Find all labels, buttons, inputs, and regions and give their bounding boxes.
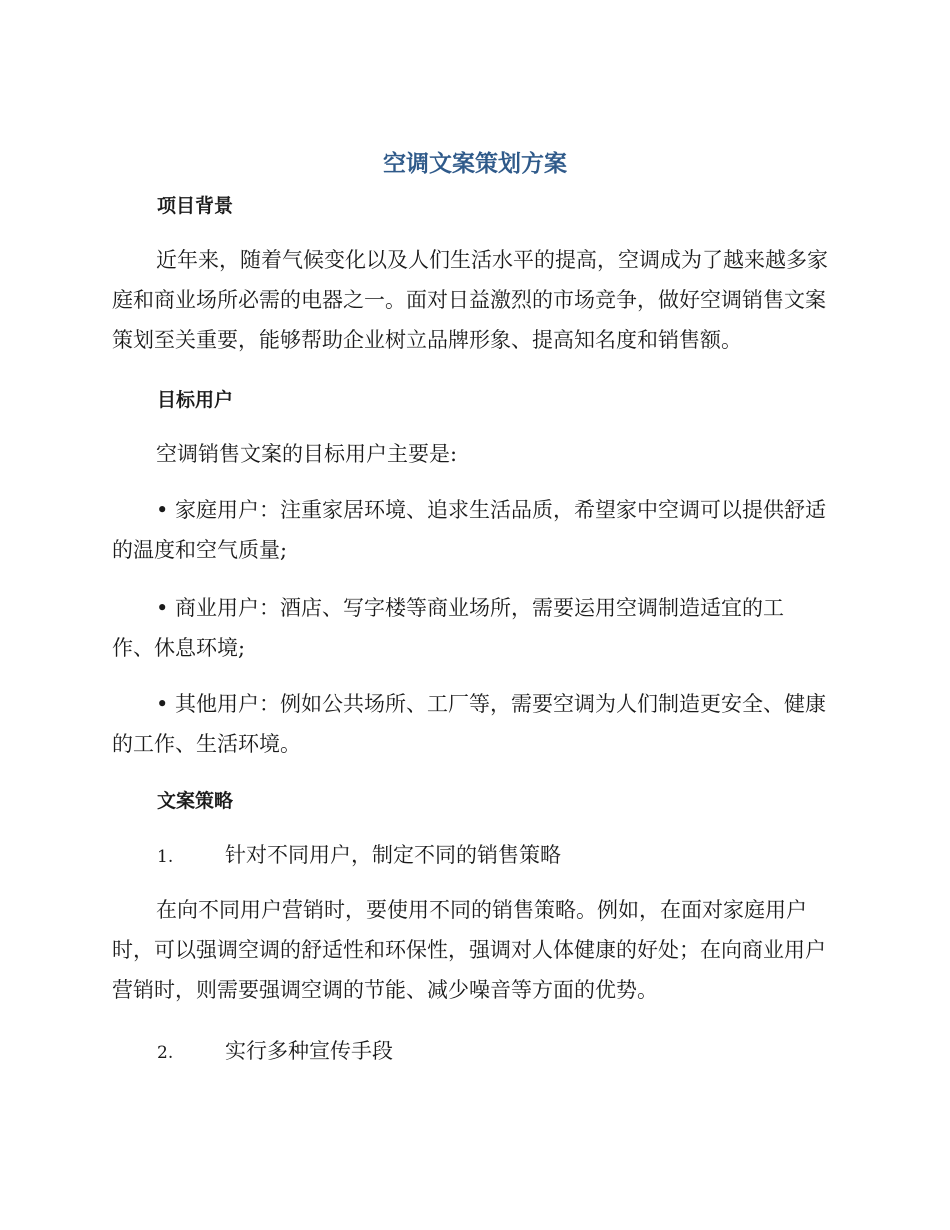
document-title: 空调文案策划方案	[383, 151, 567, 177]
section-heading-background: 项目背景	[157, 195, 234, 217]
item-number: 1.	[157, 847, 174, 867]
item-title: 实行多种宣传手段	[225, 1039, 393, 1063]
section-heading-target: 目标用户	[157, 389, 234, 411]
section-heading-strategy: 文案策略	[157, 790, 234, 812]
background-paragraph: 近年来，随着气候变化以及人们生活水平的提高，空调成为了越来越多家庭和商业场所必需的电器之一。面对日益激烈的市场竞争，做好空调销售文案策划至关重要，能够帮助企业树立品牌形象、提高知名度和销售额。	[112, 248, 828, 352]
target-intro: 空调销售文案的目标用户主要是:	[156, 442, 458, 466]
bullet-item-home: • 家庭用户：注重家居环境、追求生活品质，希望家中空调可以提供舒适的温度和空气质量;	[112, 498, 827, 562]
item-number: 2.	[157, 1043, 174, 1063]
item-title: 针对不同用户，制定不同的销售策略	[225, 843, 561, 867]
numbered-item-2	[157, 1036, 393, 1068]
bullet-item-business: • 商业用户：酒店、写字楼等商业场所，需要运用空调制造适宜的工作、休息环境;	[112, 596, 785, 660]
strategy-paragraph-1: 在向不同用户营销时，要使用不同的销售策略。例如，在面对家庭用户时，可以强调空调的舒适性和环保性，强调对人体健康的好处；在向商业用户营销时，则需要强调空调的节能、减少噪音等方面的优势。	[112, 898, 826, 1002]
bullet-item-other: • 其他用户：例如公共场所、工厂等，需要空调为人们制造更安全、健康的工作、生活环境。	[112, 692, 827, 756]
numbered-item-1	[157, 840, 561, 872]
